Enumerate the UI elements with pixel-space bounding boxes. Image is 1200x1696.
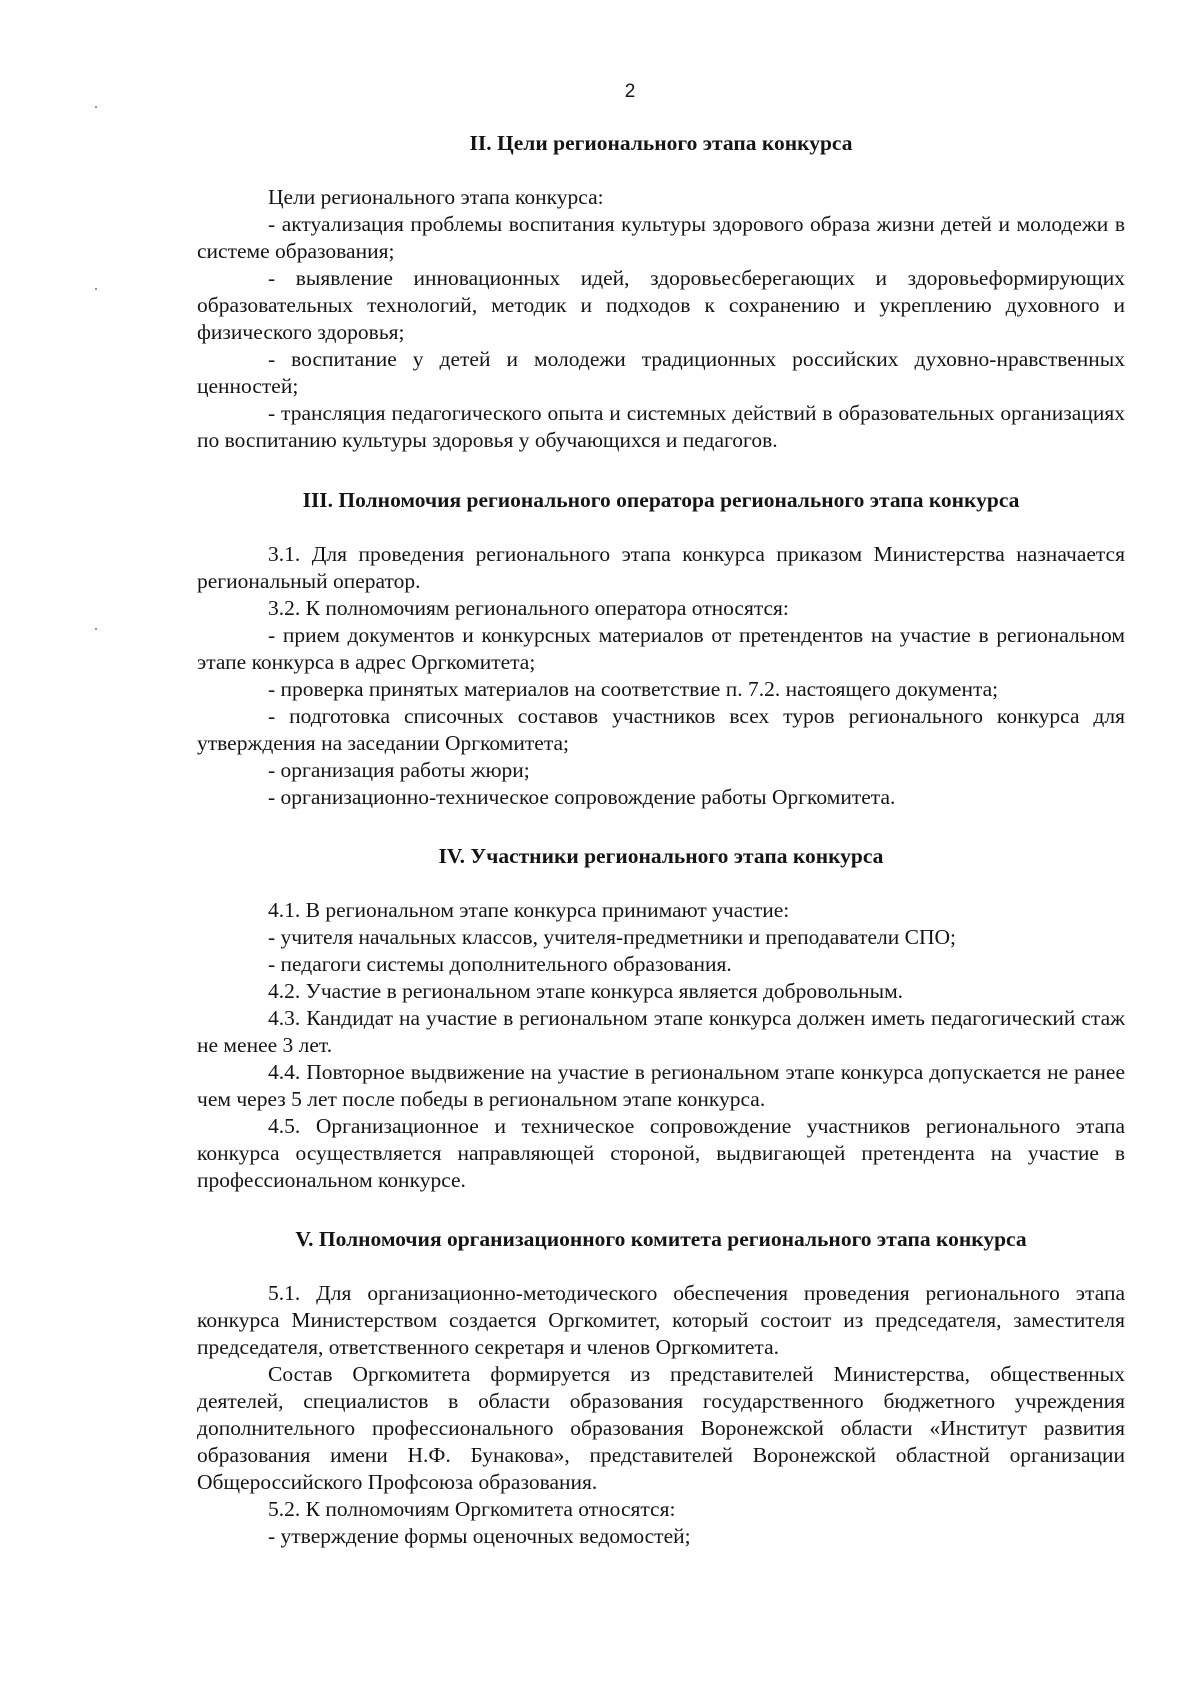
section-2-item: - актуализация проблемы воспитания культуры здорового образа жизни детей и молодежи в системе образования;	[197, 212, 1125, 263]
section-4-item: - педагоги системы дополнительного образования.	[268, 952, 732, 976]
section-3-paragraph: 3.1. Для проведения регионального этапа конкурса приказом Министерства назначается региональный оператор.	[197, 542, 1125, 593]
section-3-paragraph: 3.2. К полномочиям регионального оператора относятся:	[268, 596, 789, 620]
section-5-paragraph: 5.1. Для организационно-методического обеспечения проведения регионального этапа конкурса Министерством создается Оргкомитет, который состоит из председателя, заместителя председателя, ответственного секретаря и членов Оргкомитета.	[197, 1281, 1125, 1359]
page-number: 2	[624, 81, 636, 102]
section-3-body	[197, 541, 1125, 811]
section-4-paragraph: 4.1. В региональном этапе конкурса принимают участие:	[268, 898, 790, 922]
section-4-paragraph: 4.5. Организационное и техническое сопровождение участников регионального этапа конкурса осуществляется направляющей стороной, выдвигающей претендента на участие в профессиональном конкурсе.	[197, 1114, 1125, 1192]
section-4-paragraph: 4.2. Участие в региональном этапе конкурса является добровольным.	[268, 979, 904, 1003]
section-5-item: - утверждение формы оценочных ведомостей;	[268, 1524, 691, 1548]
section-2-item: - воспитание у детей и молодежи традиционных российских духовно-нравственных ценностей;	[197, 347, 1125, 398]
section-5-paragraph: 5.2. К полномочиям Оргкомитета относятся:	[268, 1497, 676, 1521]
section-5-heading: V. Полномочия организационного комитета регионального этапа конкурса	[295, 1227, 1027, 1251]
section-3-item: - прием документов и конкурсных материалов от претендентов на участие в региональном этапе конкурса в адрес Оргкомитета;	[197, 623, 1125, 674]
section-4-heading: IV. Участники регионального этапа конкурса	[438, 844, 884, 868]
section-2-item: - трансляция педагогического опыта и системных действий в образовательных организациях по воспитанию культуры здоровья у обучающихся и педагогов.	[197, 401, 1125, 452]
section-2-body	[197, 184, 1125, 454]
section-2-heading: II. Цели регионального этапа конкурса	[469, 131, 853, 155]
section-2-item: - выявление инновационных идей, здоровьесберегающих и здоровьеформирующих образовательных технологий, методик и подходов к сохранению и укреплению духовного и физического здоровья;	[197, 266, 1125, 344]
scan-speck	[95, 106, 97, 108]
section-4-paragraph: 4.3. Кандидат на участие в региональном этапе конкурса должен иметь педагогический стаж не менее 3 лет.	[197, 1006, 1125, 1057]
section-5-paragraph: Состав Оргкомитета формируется из представителей Министерства, общественных деятелей, специалистов в области образования государственного бюджетного учреждения дополнительного профессионального образования Воронежской области «Институт развития образования имени Н.Ф. Бунакова», представителей Воронежской областной организации Общероссийского Профсоюза образования.	[197, 1362, 1125, 1494]
section-3-heading: III. Полномочия регионального оператора регионального этапа конкурса	[302, 488, 1020, 512]
section-3-item: - проверка принятых материалов на соответствие п. 7.2. настоящего документа;	[268, 677, 999, 701]
scan-speck	[95, 628, 97, 630]
section-5-body	[197, 1280, 1125, 1550]
section-3-item: - организационно-техническое сопровождение работы Оргкомитета.	[268, 785, 896, 809]
scan-speck	[95, 288, 97, 290]
section-3-item: - подготовка списочных составов участников всех туров регионального конкурса для утверждения на заседании Оргкомитета;	[197, 704, 1125, 755]
section-4-paragraph: 4.4. Повторное выдвижение на участие в региональном этапе конкурса допускается не ранее чем через 5 лет после победы в региональном этапе конкурса.	[197, 1060, 1125, 1111]
section-3-item: - организация работы жюри;	[268, 758, 530, 782]
section-2-intro: Цели регионального этапа конкурса:	[268, 185, 604, 209]
section-4-body	[197, 897, 1125, 1194]
section-4-item: - учителя начальных классов, учителя-предметники и преподаватели СПО;	[268, 925, 957, 949]
